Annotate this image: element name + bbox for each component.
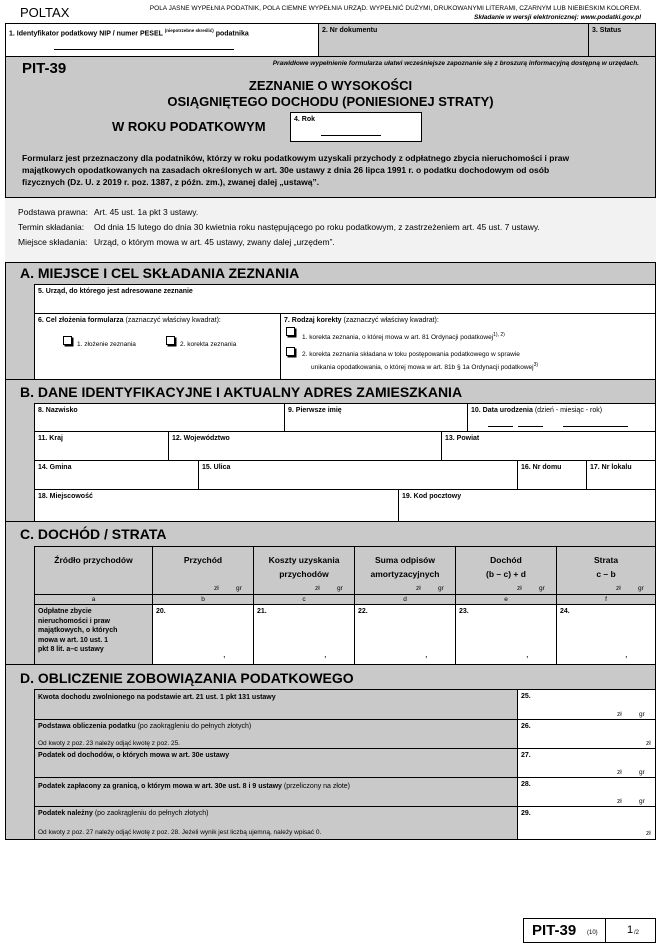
col-header-costs: Koszty uzyskania przychodów — [253, 546, 355, 595]
section-d-title: D. OBLICZENIE ZOBOWIĄZANIA PODATKOWEGO — [20, 670, 354, 686]
field-12-label: 12. Województwo — [172, 435, 230, 442]
row-26-text: Podstawa obliczenia podatku (po zaokrągleniu do pełnych złotych) — [38, 723, 252, 730]
checkbox-correction-art81b[interactable] — [286, 347, 295, 356]
zl-unit: zł — [617, 798, 622, 805]
instructions-line2: Składanie w wersji elektronicznej: www.podatki.gov.pl — [474, 14, 641, 21]
field-8-surname[interactable] — [34, 403, 285, 432]
field-9-label: 9. Pierwsze imię — [288, 407, 342, 414]
form-code: PIT-39 — [22, 60, 67, 77]
col-header-source: Źródło przychodów — [34, 546, 153, 595]
row-29-text: Podatek należny (po zaokrągleniu do pełnych złotych) — [38, 810, 209, 817]
gr-unit: gr — [639, 769, 645, 776]
checkbox-correction-art81[interactable] — [286, 327, 295, 336]
field-28-label: 28. — [521, 781, 531, 788]
field-20-label: 20. — [156, 608, 166, 615]
field-3-label: 3. Status — [592, 27, 622, 34]
field-28[interactable] — [517, 777, 656, 807]
footer-pages: /2 — [634, 930, 640, 936]
place-value: Urząd, o którym mowa w art. 45 ustawy, zwany dalej „urzędem”. — [94, 237, 335, 247]
zl-unit: zł — [214, 585, 219, 592]
col-letter-c: c — [253, 594, 355, 605]
purpose-text: Formularz jest przeznaczony dla podatników, którzy w roku podatkowym uzyskali przychody z odpłatnego zbycia nieruchomości i praw majątkowych opodatkowanych na zasadach określonych w art. 30e ustawy z dnia 26 lipca 1991 r. o podatku dochodowym od osób fizycznych (Dz. U. z 2019 r. poz. 1387, z późn. zm.), zwanej dalej „ustawą”. — [22, 153, 570, 187]
field-15-street[interactable] — [198, 460, 518, 490]
field-6-purpose[interactable] — [34, 313, 281, 380]
field-26[interactable] — [517, 719, 656, 749]
field-6-label: 6. Cel złożenia formularza (zaznaczyć właściwy kwadrat): — [38, 317, 221, 324]
field-16-label: 16. Nr domu — [521, 464, 562, 471]
gr-unit: gr — [438, 585, 444, 592]
section-a-title: A. MIEJSCE I CEL SKŁADANIA ZEZNANIA — [20, 265, 300, 281]
field-18-city[interactable] — [34, 489, 399, 522]
field-17-apartment-number[interactable] — [586, 460, 656, 490]
field-5-label: 5. Urząd, do którego jest adresowane zeznanie — [38, 288, 193, 295]
deadline-value: Od dnia 15 lutego do dnia 30 kwietnia roku następującego po roku podatkowym, z zastrzeżeniem art. 45 ust. 7 ustawy. — [94, 222, 540, 232]
col-letter-b: b — [152, 594, 254, 605]
option-correction-art81: 1. korekta zeznania, o której mowa w art. 81 Ordynacji podatkowej$^{1), 2)}$ — [302, 332, 505, 342]
place-label: Miejsce składania: — [18, 237, 88, 247]
form-title-line1: ZEZNANIE O WYSOKOŚCI — [248, 78, 413, 93]
field-11-label: 11. Kraj — [38, 435, 63, 442]
field-4-label: 4. Rok — [294, 116, 316, 123]
field-23-income[interactable]: 23. , — [455, 604, 557, 665]
field-10-birth-date[interactable] — [467, 403, 656, 432]
row-26-sub: Od kwoty z poz. 23 należy odjąć kwotę z poz. 25. — [38, 740, 180, 747]
field-7-label: 7. Rodzaj korekty (zaznaczyć właściwy kwadrat): — [284, 317, 439, 324]
row-29-sub: Od kwoty z poz. 27 należy odjąć kwotę z poz. 28. Jeżeli wynik jest liczbą ujemną, należy wpisać 0. — [38, 829, 322, 836]
field-11-country[interactable] — [34, 431, 169, 461]
row-25-text: Kwota dochodu zwolnionego na podstawie art. 21 ust. 1 pkt 131 ustawy — [38, 694, 276, 701]
instructions-line1: POLA JASNE WYPEŁNIA PODATNIK, POLA CIEMNE WYPEŁNIA URZĄD. WYPEŁNIĆ DUŻYMI, DRUKOWANYMI LITERAMI, CZARNYM LUB NIEBIESKIM KOLOREM. — [149, 5, 641, 12]
field-4-year[interactable] — [290, 112, 422, 142]
col-header-depreciation: Suma odpisów amortyzacyjnych — [354, 546, 456, 595]
field-22-label: 22. — [358, 608, 368, 615]
field-29-label: 29. — [521, 810, 531, 817]
field-14-commune[interactable] — [34, 460, 199, 490]
gr-unit: gr — [639, 798, 645, 805]
footer-page-number — [605, 918, 656, 943]
form-title-line3: W ROKU PODATKOWYM — [112, 119, 266, 134]
form-title-line2: OSIĄGNIĘTEGO DOCHODU (PONIESIONEJ STRATY) — [167, 94, 494, 109]
zl-unit: zł — [646, 830, 651, 837]
row-28-label — [34, 777, 518, 807]
gr-unit: gr — [638, 585, 644, 592]
zl-unit: zł — [517, 585, 522, 592]
section-c-title: C. DOCHÓD / STRATA — [20, 526, 167, 542]
col-letter-f: f — [556, 594, 656, 605]
basis-value: Art. 45 ust. 1a pkt 3 ustawy. — [94, 207, 199, 217]
gr-unit: gr — [539, 585, 545, 592]
zl-unit: zł — [616, 585, 621, 592]
brand: POLTAX — [20, 5, 70, 20]
footer-form-code — [523, 918, 606, 943]
gr-unit: gr — [337, 585, 343, 592]
zl-unit: zł — [416, 585, 421, 592]
option-correction: 2. korekta zeznania — [180, 341, 237, 348]
field-9-first-name[interactable] — [284, 403, 468, 432]
field-19-postal-code[interactable] — [398, 489, 656, 522]
row-28-text: Podatek zapłacony za granicą, o którym mowa w art. 30e ust. 8 i 9 ustawy (przeliczony na złote) — [38, 783, 351, 790]
zl-unit: zł — [617, 769, 622, 776]
basis-label: Podstawa prawna: — [18, 207, 88, 217]
zl-unit: zł — [315, 585, 320, 592]
zl-unit: zł — [646, 740, 651, 747]
field-26-label: 26. — [521, 723, 531, 730]
option-correction-art81b-line2: unikania opodatkowania, o której mowa w art. 81b § 1a Ordynacji podatkowej$^{3)}$ — [311, 362, 539, 372]
row-27-label — [34, 748, 518, 778]
field-10-label: 10. Data urodzenia (dzień - miesiąc - rok) — [471, 407, 603, 414]
section-b-title: B. DANE IDENTYFIKACYJNE I AKTUALNY ADRES ZAMIESZKANIA — [20, 384, 463, 400]
col-letter-e: e — [455, 594, 557, 605]
field-21-costs[interactable]: 21. , — [253, 604, 355, 665]
field-8-label: 8. Nazwisko — [38, 407, 78, 414]
field-25[interactable] — [517, 689, 656, 720]
field-24-label: 24. — [560, 608, 570, 615]
row-25-label — [34, 689, 518, 720]
field-12-province[interactable] — [168, 431, 442, 461]
deadline-label: Termin składania: — [18, 222, 85, 232]
footer-version: (10) — [587, 930, 598, 936]
field-18-label: 18. Miejscowość — [38, 493, 93, 500]
option-submission: 1. złożenie zeznania — [77, 341, 136, 348]
col-header-income: Dochód (b – c) + d — [455, 546, 557, 595]
col-letter-d: d — [354, 594, 456, 605]
field-3-status — [588, 23, 656, 57]
field-2-label: 2. Nr dokumentu — [322, 27, 378, 34]
row-source-label: Odpłatne zbycie nieruchomości i praw majątkowych, o których mowa w art. 10 ust. 1 pkt 8 lit. a–c ustawy — [34, 604, 153, 665]
field-5-office[interactable] — [34, 284, 656, 314]
field-15-label: 15. Ulica — [202, 464, 231, 471]
checkbox-correction[interactable] — [166, 336, 175, 345]
field-23-label: 23. — [459, 608, 469, 615]
row-26-label — [34, 719, 518, 749]
gr-unit: gr — [236, 585, 242, 592]
field-13-county[interactable] — [441, 431, 656, 461]
row-27-text: Podatek od dochodów, o których mowa w art. 30e ustawy — [38, 752, 230, 759]
field-21-label: 21. — [257, 608, 267, 615]
field-24-loss[interactable]: 24. , — [556, 604, 656, 665]
footer-page: 1 — [627, 924, 634, 936]
field-1-label: 1. Identyfikator podatkowy NIP / numer PESEL $^{(niepotrzebne skreślić)}$ podatnika — [9, 28, 249, 38]
field-13-label: 13. Powiat — [445, 435, 480, 442]
col-letter-a: a — [34, 594, 153, 605]
field-22-depreciation[interactable]: 22. , — [354, 604, 456, 665]
field-27-label: 27. — [521, 752, 531, 759]
field-20-revenue[interactable]: 20. , — [152, 604, 254, 665]
field-27[interactable] — [517, 748, 656, 778]
row-29-label — [34, 806, 518, 840]
zl-unit: zł — [617, 711, 622, 718]
field-29[interactable] — [517, 806, 656, 840]
gr-unit: gr — [639, 711, 645, 718]
legal-info — [18, 205, 540, 250]
field-1-nip-pesel[interactable] — [5, 23, 319, 57]
option-correction-art81b-line1: 2. korekta zeznania składana w toku postępowania podatkowego w sprawie — [302, 351, 520, 358]
field-25-label: 25. — [521, 693, 531, 700]
field-2-document-number — [318, 23, 589, 57]
field-19-label: 19. Kod pocztowy — [402, 493, 462, 500]
info-note: Prawidłowe wypełnienie formularza ułatwi wcześniejsze zapoznanie się z broszurą informacyjną dostępną w urzędach. — [272, 60, 639, 67]
checkbox-submission[interactable] — [63, 336, 72, 345]
field-7-correction-type[interactable] — [280, 313, 656, 380]
field-16-house-number[interactable] — [517, 460, 587, 490]
col-header-loss: Strata c – b — [556, 546, 656, 595]
col-header-revenue: Przychód — [152, 546, 254, 595]
field-14-label: 14. Gmina — [38, 464, 72, 471]
footer-code: PIT-39 — [532, 922, 577, 939]
field-17-label: 17. Nr lokalu — [590, 464, 632, 471]
